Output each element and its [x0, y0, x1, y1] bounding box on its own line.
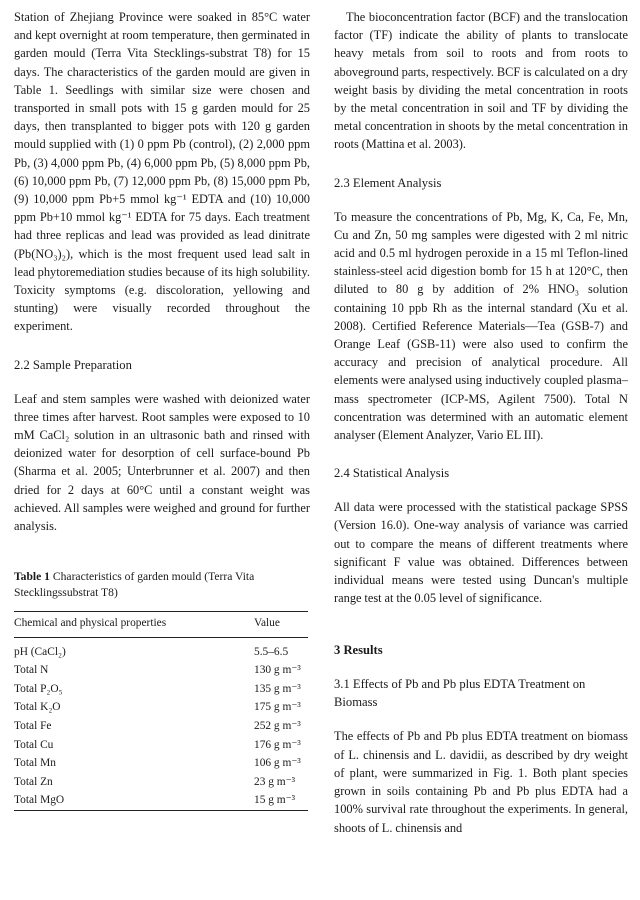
table-row: [14, 717, 308, 736]
table-cell-property: Total K₂O: [14, 701, 61, 714]
table-cell-property: Total MgO: [14, 794, 65, 807]
table-header-property: Chemical and physical properties: [14, 617, 167, 630]
garden-mould-table: [14, 611, 308, 810]
section-heading-element-analysis: 2.3 Element Analysis: [334, 175, 442, 190]
table-caption-text: Characteristics of garden mould (Terra Vita Stecklingssubstrat T8): [14, 570, 255, 600]
table-cell-property: Total Cu: [14, 738, 54, 751]
paragraph-plant-material: Station of Zhejiang Province were soaked in 85°C water and kept overnight at room temperature, then germinated in garden mould (Terra Vita Stecklings-substrat T8) for 15 days. The characteristics of the garden mould are given in Table 1. Seedlings with similar size were chosen and transported in small pots with 15 g garden mould for 25 days, then transplanted to bigger pots with 120 g garden mould supplied with (1) 0 ppm Pb (control), (2) 2,000 ppm Pb, (3) 4,000 ppm Pb, (4) 6,000 ppm Pb, (5) 8,000 ppm Pb, (6) 10,000 ppm Pb, (7) 12,000 ppm Pb, (8) 15,000 ppm Pb, (9) 10,000 ppm Pb+5 mmol kg⁻¹ EDTA and (10) 10,000 ppm Pb+10 mmol kg⁻¹ EDTA for 75 days. Each treatment had three replicas and lead was provided as lead dinitrate (Pb(NO₃)₂), which is the most frequent used lead salt in lead phytoremediation studies because of its high solubility. Toxicity symptoms (e.g. discoloration, yellowing and stunting) were visually recorded throughout the experiment.: [14, 10, 310, 334]
table-cell-property: Total N: [14, 664, 49, 677]
table-row: [14, 638, 308, 661]
paragraph-bcf-tf: [334, 8, 628, 154]
table-cell-value: 106 g m⁻³: [254, 757, 301, 770]
table-cell-value: 15 g m⁻³: [254, 794, 296, 807]
paragraph-element-analysis: To measure the concentrations of Pb, Mg, K, Ca, Fe, Mn, Cu and Zn, 50 mg samples were digested with 2 ml nitric acid and 0.5 ml hydrogen peroxide in a 15 ml Teflon-lined stainless-steel acid digestion bomb for 15 h at 120°C, then diluted to 80 g by addition of 2% HNO₃ solution containing 10 ppb Rh as the internal standard (Xu et al. 2008). Certified Reference Materials—Tea (GSB-7) and Orange Leaf (GSB-11) were also used to confirm the accuracy and precision of analytical procedure. All elements were analysed using inductively coupled plasma–mass spectrometer (ICP-MS, Agilent 7500). Total N concentration was determined with an automatic element analyser (Element Analyzer, Vario EL III).: [334, 209, 628, 443]
table-cell-property: Total Zn: [14, 775, 53, 788]
table-cell-property: Total Fe: [14, 719, 52, 732]
table-cell-value: 130 g m⁻³: [254, 664, 301, 677]
paragraph-biomass: The effects of Pb and Pb plus EDTA treatment on biomass of L. chinensis and L. davidii, as described by dry weight of plant, were summarized in Fig. 1. Both plant species grown in soils containing Pb and Pb plus EDTA had a 100% survival rate throughout the experiments. In general, shoots of L. chinensis and: [334, 729, 628, 835]
table-caption-label: Table 1: [14, 570, 50, 584]
table-cell-value: 5.5–6.5: [254, 645, 289, 658]
table-row: [14, 772, 308, 791]
table-cell-value: 252 g m⁻³: [254, 719, 301, 732]
table-1: [14, 569, 310, 810]
table-row: [14, 698, 308, 717]
right-column: [334, 8, 628, 837]
table-row: [14, 661, 308, 680]
table-header-row: [14, 612, 308, 638]
table-row: [14, 679, 308, 698]
left-column: [14, 8, 310, 811]
table-row: [14, 754, 308, 773]
table-cell-value: 175 g m⁻³: [254, 701, 301, 714]
table-caption: [14, 569, 310, 601]
table-cell-value: 23 g m⁻³: [254, 775, 296, 788]
table-cell-value: 176 g m⁻³: [254, 738, 301, 751]
table-cell-value: 135 g m⁻³: [254, 682, 301, 695]
table-cell-property: Total Mn: [14, 757, 56, 770]
table-cell-property: pH (CaCl₂): [14, 645, 66, 658]
table-row: [14, 735, 308, 754]
section-heading-statistical-analysis: 2.4 Statistical Analysis: [334, 466, 450, 481]
table-header-value: Value: [254, 617, 280, 630]
paragraph-statistical-analysis: All data were processed with the statistical package SPSS (Version 16.0). One-way analysis of variance was carried out to compare the means of different treatments where significant F value was obtained. Differences between individual means were tested using Duncan's multiple range test at the 0.05 level of significance.: [334, 500, 628, 606]
section-heading-biomass: 3.1 Effects of Pb and Pb plus EDTA Treatment on Biomass: [334, 677, 586, 710]
paragraph-bcf-tf-text: The bioconcentration factor (BCF) and the translocation factor (TF) indicate the ability of plants to translocate heavy metals from soil to roots and from roots to aboveground parts, respectively. BCF is calculated on a dry weight basis by dividing the metal concentration in roots by the metal concentration in soil and TF by dividing the metal concentration in shoots by the metal concentration in roots (Mattina et al. 2003).: [334, 10, 628, 152]
table-row: [14, 791, 308, 810]
section-heading-sample-preparation: 2.2 Sample Preparation: [14, 357, 132, 372]
table-cell-property: Total P₂O₅: [14, 682, 63, 695]
paragraph-sample-preparation: Leaf and stem samples were washed with deionized water three times after harvest. Root samples were exposed to 10 mM CaCl₂ solution in an ultrasonic bath and rinsed with deionized water for desorption of cell surface-bound Pb (Sharma et al. 2005; Unterbrunner et al. 2007) and then dried for 2 days at 60°C until a constant weight was achieved. All samples were weighed and ground for further analysis.: [14, 391, 310, 534]
section-heading-results: 3 Results: [334, 643, 383, 658]
